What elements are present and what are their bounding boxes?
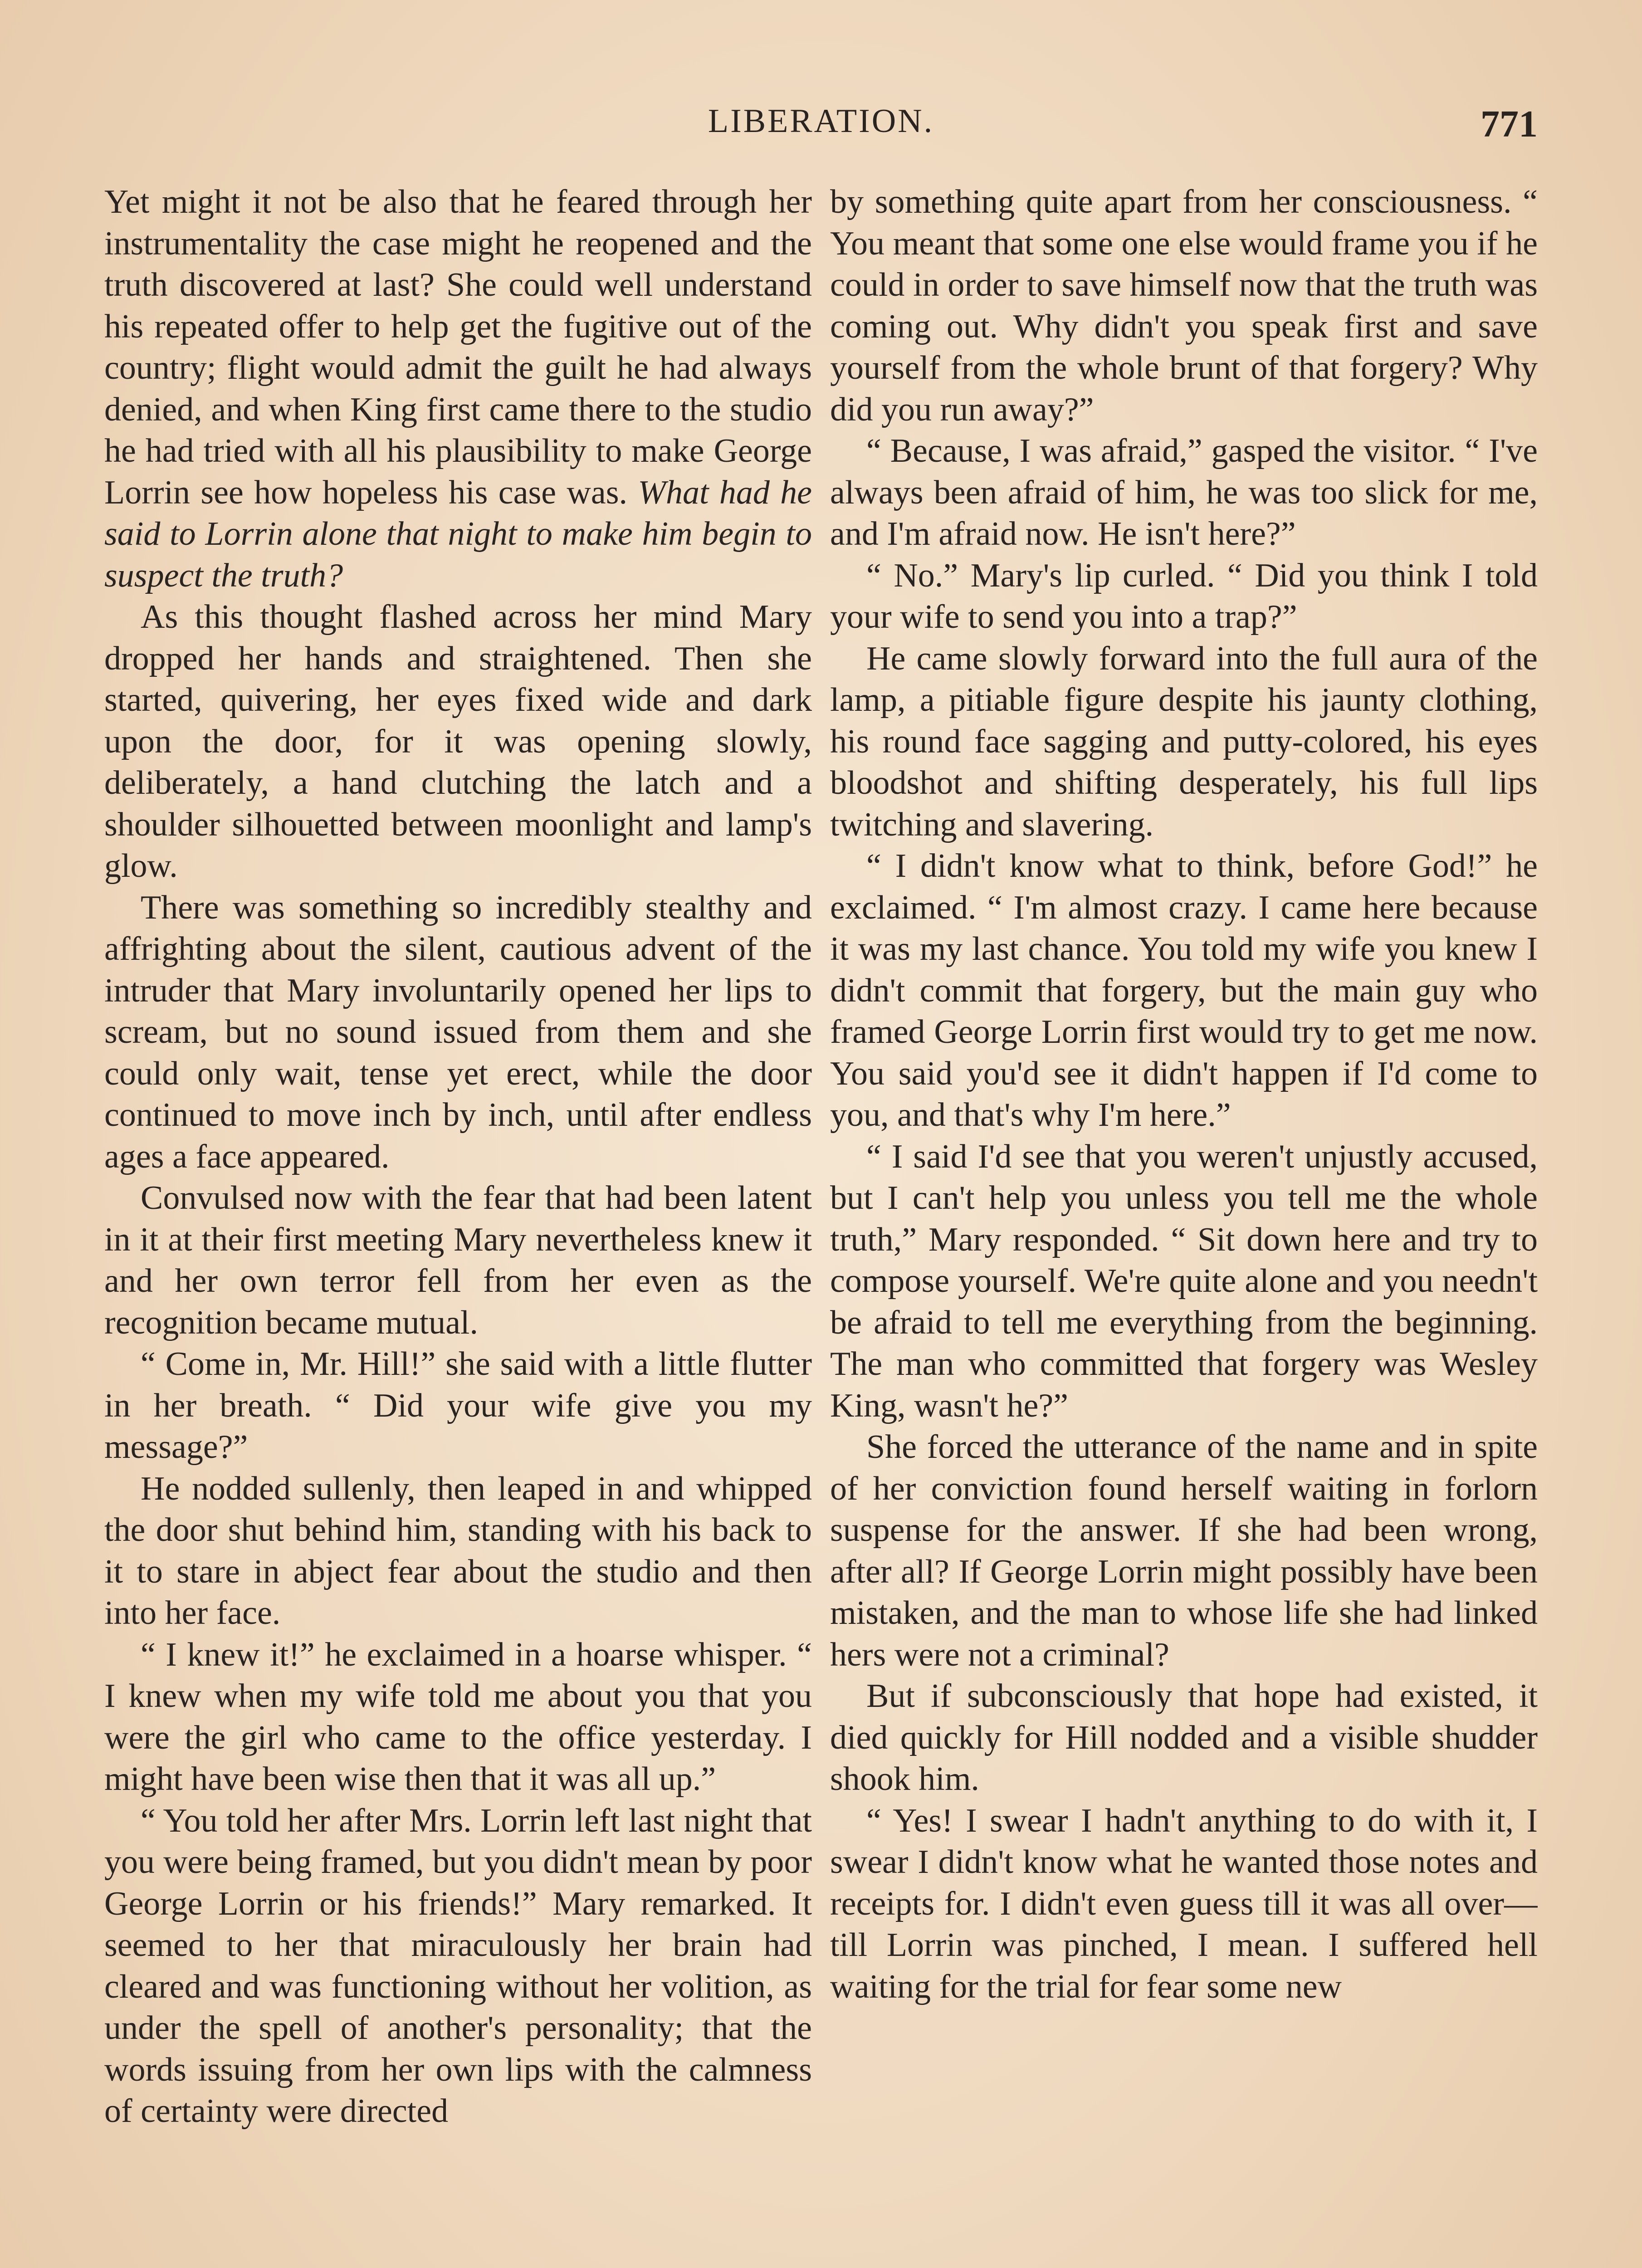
paragraph: Convulsed now with the fear that had been latent in it at their first meeting Mary nevertheless knew it and her own terror fell from her even as the recognition became mutual. bbox=[104, 1179, 812, 1341]
paragraph: He came slowly forward into the full aura of the lamp, a pitiable figure despite his jaunty clothing, his round face sagging and putty-colored, his eyes bloodshot and shifting desperately, his full lips twitching and slavering. bbox=[830, 640, 1538, 843]
paragraph: He nodded sullenly, then leaped in and whipped the door shut behind him, standing with his back to it to stare in abject fear about the studio and then into her face. bbox=[104, 1470, 812, 1632]
paragraph: As this thought flashed across her mind Mary dropped her hands and straightened. Then she started, quivering, her eyes fixed wide and dark upon the door, for it was opening slowly, deliberately, a hand clutching the latch and a shoulder silhouetted between moonlight and lamp's glow. bbox=[104, 598, 812, 885]
paragraph: There was something so incredibly stealthy and affrighting about the silent, cautious advent of the intruder that Mary involuntarily opened her lips to scream, but no sound issued from them and she could only wait, tense yet erect, while the door continued to move inch by inch, until after endless ages a face appeared. bbox=[104, 889, 812, 1175]
paragraph: But if subconsciously that hope had existed, it died quickly for Hill nodded and a visible shudder shook him. bbox=[830, 1677, 1538, 1798]
running-head bbox=[104, 102, 1538, 156]
paragraph: “ No.” Mary's lip curled. “ Did you think I told your wife to send you into a trap?” bbox=[830, 557, 1538, 635]
italic-passage: What had he said to Lorrin alone that night to make him begin to suspect the truth? bbox=[104, 474, 812, 594]
paragraph: She forced the utterance of the name and in spite of her conviction found herself waiting in forlorn suspense for the answer. If she had been wrong, after all? If George Lorrin might possibly have been mistaken, and the man to whose life she had linked hers were not a criminal? bbox=[830, 1428, 1538, 1673]
paragraph: “ I didn't know what to think, before God!” he exclaimed. “ I'm almost crazy. I came here because it was my last chance. You told my wife you knew I didn't commit that forgery, but the main guy who framed George Lorrin first would try to get me now. You said you'd see it didn't happen if I'd come to you, and that's why I'm here.” bbox=[830, 847, 1538, 1134]
paragraph: “ You told her after Mrs. Lorrin left last night that you were being framed, but you didn't mean by poor George Lorrin or his friends!” Mary remarked. It seemed to her that miraculously her brain had cleared and was functioning without her volition, as under the spell of another's personality; that the words issuing from her own lips with the calmness of certainty were directed bbox=[104, 1802, 812, 2130]
paragraph: “ Come in, Mr. Hill!” she said with a little flutter in her breath. “ Did your wife give you my message?” bbox=[104, 1345, 812, 1466]
page-number: 771 bbox=[1481, 103, 1538, 145]
left-column bbox=[104, 181, 812, 2268]
right-column bbox=[830, 181, 1538, 2268]
paragraph: by something quite apart from her consciousness. “ You meant that some one else would frame you if he could in order to save himself now that the truth was coming out. Why didn't you speak first and save yourself from the whole brunt of that forgery? Why did you run away?” bbox=[830, 183, 1538, 428]
paragraph: “ I knew it!” he exclaimed in a hoarse whisper. “ I knew when my wife told me about you that you were the girl who came to the office yesterday. I might have been wise then that it was all up.” bbox=[104, 1636, 812, 1798]
paragraph: “ Because, I was afraid,” gasped the visitor. “ I've always been afraid of him, he was too slick for me, and I'm afraid now. He isn't here?” bbox=[830, 432, 1538, 552]
paragraph: “ Yes! I swear I hadn't anything to do with it, I swear I didn't know what he wanted those notes and receipts for. I didn't even guess till it was all over—till Lorrin was pinched, I mean. I suffered hell waiting for the trial for fear some new bbox=[830, 1802, 1538, 2005]
paragraph: “ I said I'd see that you weren't unjustly accused, but I can't help you unless you tell me the whole truth,” Mary responded. “ Sit down here and try to compose yourself. We're quite alone and you needn't be afraid to tell me everything from the beginning. The man who committed that forgery was Wesley King, wasn't he?” bbox=[830, 1138, 1538, 1424]
paragraph-text: Yet might it not be also that he feared through her instrumentality the case might he reopened and the truth discovered at last? She could well understand his repeated offer to help get the fugitive out of the country; flight would admit the guilt he had always denied, and when King first came there to the studio he had tried with all his plausibility to make George Lorrin see how hopeless his case was. bbox=[104, 183, 812, 511]
paragraph bbox=[104, 181, 812, 596]
running-title: LIBERATION. bbox=[708, 103, 934, 140]
